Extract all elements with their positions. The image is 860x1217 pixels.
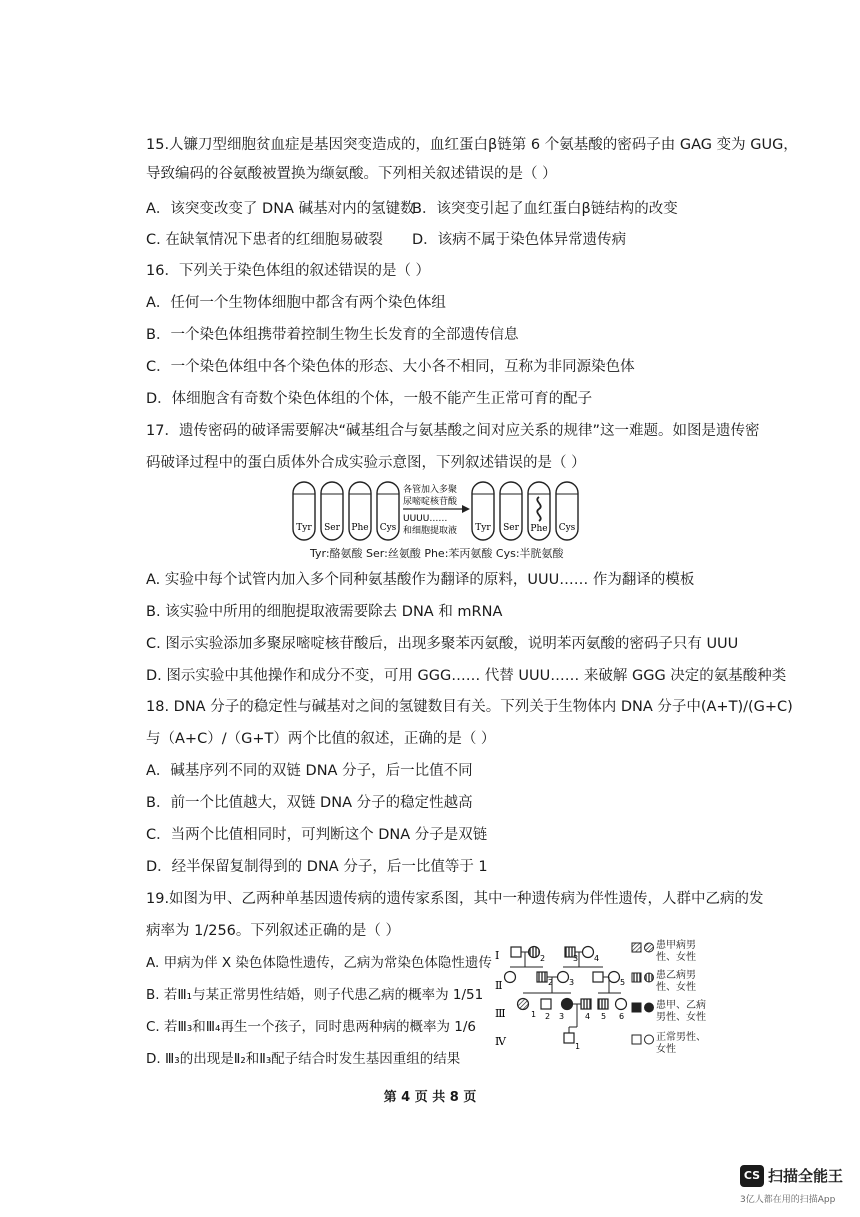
svg-text:3: 3 [559,1012,565,1021]
svg-text:2: 2 [548,978,554,987]
q15-stem-line2: 导致编码的谷氨酸被置换为缬氨酸。下列相关叙述错误的是（ ） [146,166,557,182]
q19-option-c: C. 若Ⅲ₃和Ⅲ₄再生一个孩子，同时患两种病的概率为 1/6 [146,1019,476,1035]
tube-label: Phe [530,524,548,534]
watermark-title: 扫描全能王 [768,1167,844,1185]
tube-label: Cys [558,523,576,533]
q16-option-a: A．任何一个生物体细胞中都含有两个染色体组 [146,295,446,311]
q16-option-c: C．一个染色体组中各个染色体的形态、大小各不相同，互称为非同源染色体 [146,359,635,375]
svg-text:和细胞提取液: 和细胞提取液 [403,526,458,536]
tube-label: Cys [379,523,397,533]
q17-option-d: D. 图示实验中其他操作和成分不变，可用 GGG…… 代替 UUU…… 来破解 GGG 决定的氨基酸种类 [146,668,787,684]
tube-label: Tyr [296,523,312,533]
legend-yi: 患乙病男 性、女性 [656,970,696,993]
tube-cys-left [377,482,399,540]
q19-option-a: A. 甲病为伴 X 染色体隐性遗传，乙病为常染色体隐性遗传 [146,955,492,971]
svg-text:2: 2 [540,954,546,963]
tube-ser-left [321,482,343,540]
arrow-annotation [403,483,470,536]
q15-option-c: C. 在缺氧情况下患者的红细胞易破裂 [146,232,383,248]
q19-stem-line1: 19.如图为甲、乙两种单基因遗传病的遗传家系图，其中一种遗传病为伴性遗传，人群中乙病的发 [146,891,764,907]
tube-phe-left [349,482,371,540]
generation-label: Ⅱ [495,979,503,992]
figure-caption: Tyr:酪氨酸 Ser:丝氨酸 Phe:苯丙氨酸 Cys:半胱氨酸 [310,547,564,560]
test-tube-figure [290,480,590,544]
legend-normal: 正常男性、 女性 [656,1032,706,1055]
svg-text:UUUU……: UUUU…… [403,514,448,524]
q18-stem-line1: 18. DNA 分子的稳定性与碱基对之间的氢键数目有关。下列关于生物体内 DNA 分子中(A+T)/(G+C) [146,699,793,715]
q19-stem-line2: 病率为 1/256。下列叙述正确的是（ ） [146,923,401,939]
q15-stem-line1: 15.人镰刀型细胞贫血症是基因突变造成的，血红蛋白β链第 6 个氨基酸的密码子由 GAG 变为 GUG， [146,137,798,153]
q17-stem-line2: 码破译过程中的蛋白质体外合成实验示意图，下列叙述错误的是（ ） [146,455,586,471]
q19-option-b: B. 若Ⅲ₁与某正常男性结婚，则子代患乙病的概率为 1/51 [146,987,484,1003]
generation-label: I [495,949,500,962]
pedigree-chart [493,937,633,1055]
generation-label: Ⅲ [495,1007,506,1020]
q16-option-d: D．体细胞含有奇数个染色体组的个体，一般不能产生正常可育的配子 [146,391,593,407]
svg-text:各管加入多聚: 各管加入多聚 [403,485,458,495]
q15-option-a: A．该突变改变了 DNA 碱基对内的氢键数 [146,201,415,217]
q18-stem-line2: 与（A+C）/（G+T）两个比值的叙述，正确的是（ ） [146,731,496,747]
tube-tyr-left [293,482,315,540]
q17-option-c: C. 图示实验添加多聚尿嘧啶核苷酸后，出现多聚苯丙氨酸，说明苯丙氨酸的密码子只有 UUU [146,636,739,652]
tube-label: Ser [324,523,340,533]
q16-stem: 16．下列关于染色体组的叙述错误的是（ ） [146,263,431,279]
q16-option-b: B．一个染色体组携带着控制生物生长发育的全部遗传信息 [146,327,519,343]
generation-label: Ⅳ [495,1035,506,1048]
svg-text:5: 5 [601,1012,607,1021]
q18-option-a: A．碱基序列不同的双链 DNA 分子，后一比值不同 [146,763,473,779]
svg-text:3: 3 [573,954,579,963]
q15-option-b: B．该突变引起了血红蛋白β链结构的改变 [412,201,678,217]
svg-text:1: 1 [531,1010,537,1019]
q18-option-b: B．前一个比值越大，双链 DNA 分子的稳定性越高 [146,795,473,811]
tube-label: Ser [503,523,519,533]
legend-jia: 患甲病男 性、女性 [656,940,696,963]
svg-text:2: 2 [545,1012,551,1021]
tube-phe-right [528,482,550,540]
svg-text:4: 4 [585,1012,591,1021]
tube-cys-right [556,482,578,540]
tube-ser-right [500,482,522,540]
svg-text:1: 1 [575,1042,581,1051]
svg-text:尿嘧啶核苷酸: 尿嘧啶核苷酸 [403,497,458,507]
svg-text:6: 6 [619,1012,625,1021]
svg-text:3: 3 [569,978,575,987]
tube-label: Phe [351,523,369,533]
legend-both: 患甲、乙病 男性、女性 [656,1000,706,1023]
page-footer: 第 4 页 共 8 页 [383,1090,477,1105]
camscanner-logo-icon: CS [740,1165,764,1187]
q18-option-c: C．当两个比值相同时，可判断这个 DNA 分子是双链 [146,827,488,843]
q17-option-a: A. 实验中每个试管内加入多个同种氨基酸作为翻译的原料，UUU…… 作为翻译的模板 [146,572,695,588]
svg-text:5: 5 [620,978,626,987]
svg-text:4: 4 [594,954,600,963]
polypeptide-squiggle [537,497,540,521]
tube-tyr-right [472,482,494,540]
q17-stem-line1: 17．遗传密码的破译需要解决“碱基组合与氨基酸之间对应关系的规律”这一难题。如图是遗传密 [146,423,760,439]
tube-label: Tyr [475,523,491,533]
q15-option-d: D．该病不属于染色体异常遗传病 [412,232,627,248]
q19-option-d: D. Ⅲ₃的出现是Ⅱ₂和Ⅱ₃配子结合时发生基因重组的结果 [146,1051,461,1067]
watermark-subtitle: 3亿人都在用的扫描App [740,1195,836,1205]
q18-option-d: D．经半保留复制得到的 DNA 分子，后一比值等于 1 [146,859,488,875]
q17-option-b: B. 该实验中所用的细胞提取液需要除去 DNA 和 mRNA [146,604,503,620]
